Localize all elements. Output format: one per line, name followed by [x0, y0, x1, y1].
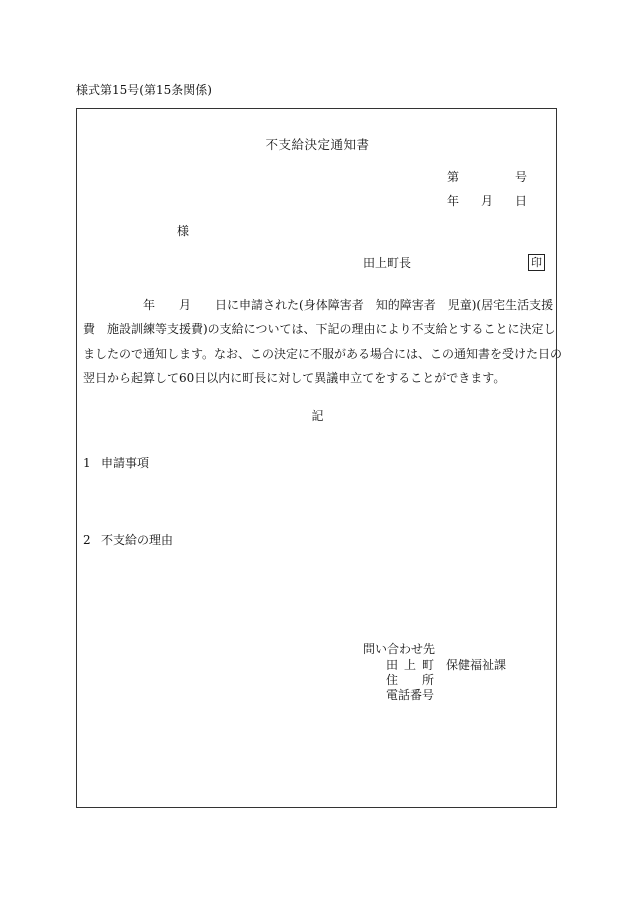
- contact-town: [386, 659, 506, 671]
- contact-department: 保健福祉課: [446, 658, 507, 672]
- body-line-4: 翌日から起算して60日以内に町長に対して異議申立てをすることができます。: [83, 371, 506, 385]
- contact-town-name: [386, 659, 434, 671]
- addressee: 様: [177, 224, 190, 238]
- item-number: 2: [83, 533, 91, 547]
- item-label: 不支給の理由: [101, 533, 174, 547]
- body-line-2: 費 施設訓練等支援費)の支給については、下記の理由により不支給とすることに決定し: [83, 322, 556, 336]
- town-char: 田: [386, 658, 399, 672]
- contact-heading: 問い合わせ先: [363, 642, 436, 656]
- body-line-3: ましたので通知します。なお、この決定に不服がある場合には、この通知書を受けた日の: [83, 347, 563, 361]
- doc-number-suffix: 号: [514, 170, 527, 184]
- item-label: 申請事項: [101, 456, 150, 470]
- town-char: 上: [403, 658, 416, 672]
- document-frame: [76, 108, 563, 808]
- issue-date: [447, 195, 527, 207]
- issuer-name: 田上町長: [363, 256, 412, 270]
- body-line-1: [83, 298, 554, 312]
- document-title: 不支給決定通知書: [265, 137, 370, 152]
- form-label: 様式第15号(第15条関係): [76, 83, 212, 97]
- item-reason: [83, 534, 173, 546]
- contact-address: [386, 674, 434, 686]
- town-char: 町: [421, 658, 434, 672]
- item-application-matters: [83, 457, 149, 469]
- document-number: [447, 171, 527, 183]
- seal-stamp: 印: [528, 254, 545, 271]
- item-number: 1: [83, 456, 91, 470]
- contact-address-label: [386, 674, 434, 686]
- date-month: 月: [480, 194, 493, 208]
- address-char: 住: [386, 673, 399, 687]
- contact-phone: 電話番号: [386, 688, 435, 702]
- doc-number-prefix: 第: [447, 170, 460, 184]
- address-char: 所: [421, 673, 434, 687]
- ki-heading: 記: [311, 409, 324, 423]
- body-month: 月: [179, 298, 192, 312]
- date-year: 年: [447, 194, 460, 208]
- date-day: 日: [514, 194, 527, 208]
- body-line-1-text: 日に申請された(身体障害者 知的障害者 児童)(居宅生活支援: [215, 298, 554, 312]
- body-year: 年: [143, 298, 156, 312]
